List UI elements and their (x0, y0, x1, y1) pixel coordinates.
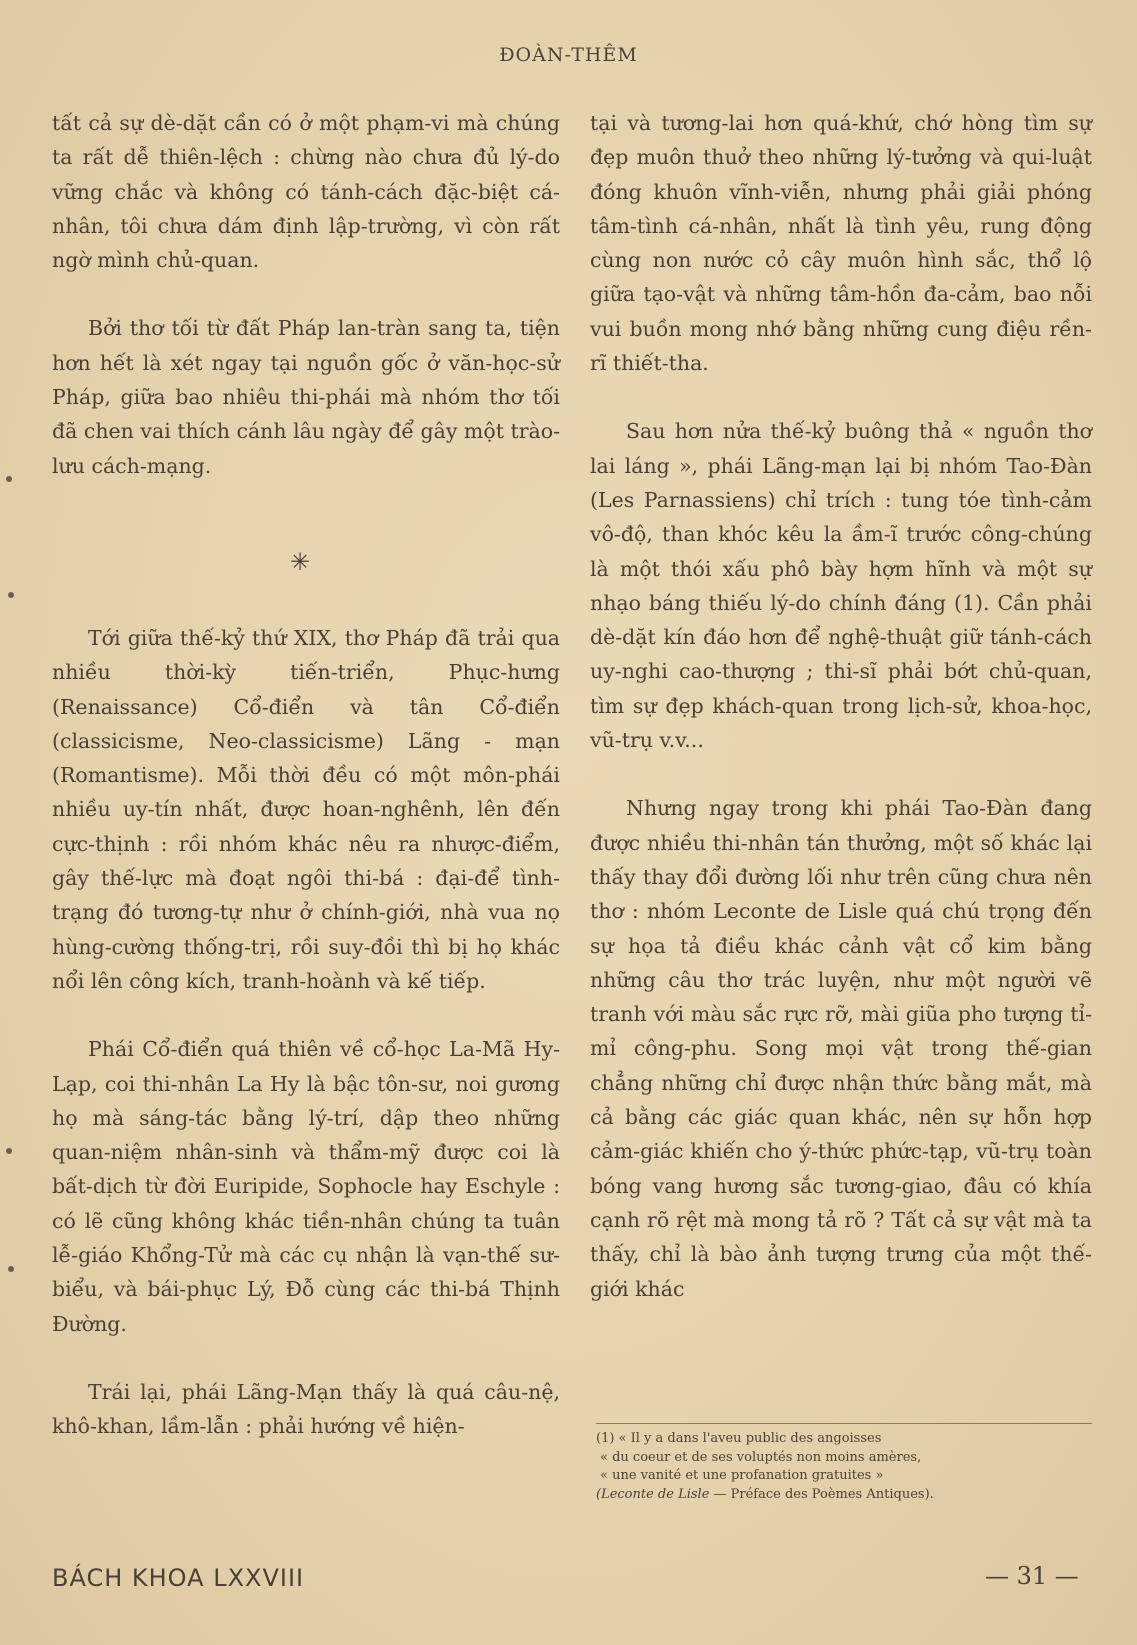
footnote-source-author: (Leconte de Lisle (596, 1486, 710, 1502)
magazine-title: BÁCH KHOA LXXVIII (52, 1564, 305, 1592)
footnote-source (596, 1486, 1092, 1505)
paragraph: tại và tương-lai hơn quá-khứ, chớ hòng tìm sự đẹp muôn thuở theo những lý-tưởng và qui-luật đóng khuôn vĩnh-viễn, nhưng phải giải phóng tâm-tình cá-nhân, nhất là tình yêu, rung động cùng non nước cỏ cây muôn hình sắc, thổ lộ giữa tạo-vật và những tâm-hồn đa-cảm, bao nỗi vui buồn mong nhớ bằng những cung điệu rền-rĩ thiết-tha. (590, 111, 1092, 376)
binding-hole (6, 1148, 12, 1154)
footnote-line: (1) « Il y a dans l'aveu public des angoisses (596, 1431, 882, 1446)
footnote-source-title: — Préface des Poèmes Antiques). (709, 1486, 934, 1502)
binding-hole (6, 476, 12, 482)
paragraph: Tới giữa thế-kỷ thứ XIX, thơ Pháp đã trải qua nhiều thời-kỳ tiến-triển, Phục-hưng (Renaissance) Cổ-điển và tân Cổ-điển (classicisme, Neo-classicisme) Lãng - mạn (Romantisme). Mỗi thời đều có một môn-phái nhiều uy-tín nhất, được hoan-nghênh, lên đến cực-thịnh : rồi nhóm khác nêu ra nhược-điểm, gây thế-lực mà đoạt ngôi thi-bá : đại-để tình-trạng đó tương-tự như ở chính-giới, nhà vua nọ hùng-cường thống-trị, rồi suy-đồi thì bị họ khác nổi lên công kích, tranh-hoành và kế tiếp. (52, 625, 560, 993)
running-header: ĐOÀN-THÊM (499, 44, 638, 66)
left-column (52, 106, 560, 1444)
paragraph: Trái lại, phái Lãng-Mạn thấy là quá câu-nệ, khô-khan, lầm-lẫn : phải hướng về hiện- (52, 1379, 560, 1439)
paragraph: Bởi thơ tối từ đất Pháp lan-tràn sang ta, tiện hơn hết là xét ngay tại nguồn gốc ở văn-học-sử Pháp, giữa bao nhiêu thi-phái mà nhóm thơ tối đã chen vai thích cánh lâu ngày để gây một trào-lưu cách-mạng. (52, 316, 560, 478)
right-column (590, 106, 1092, 1306)
paragraph: tất cả sự dè-dặt cần có ở một phạm-vi mà chúng ta rất dễ thiên-lệch : chừng nào chưa đủ lý-do vững chắc và không có tánh-cách đặc-biệt cá-nhân, tôi chưa dám định lập-trường, vì còn rất ngờ mình chủ-quan. (52, 111, 560, 273)
footnote-line: « une vanité et une profanation gratuites » (600, 1468, 884, 1483)
binding-hole (8, 1266, 14, 1272)
footnote-line: « du coeur et de ses voluptés non moins amères, (600, 1449, 922, 1465)
page-number: — 31 — (985, 1562, 1079, 1590)
paragraph: Phái Cổ-điển quá thiên về cổ-học La-Mã Hy-Lạp, coi thi-nhân La Hy là bậc tôn-sư, noi gương họ mà sáng-tác bằng lý-trí, dập theo những quan-niệm nhân-sinh và thẩm-mỹ được coi là bất-dịch từ đời Euripide, Sophocle hay Eschyle : có lẽ cũng không khác tiền-nhân chúng ta tuân lễ-giáo Khổng-Tử mà các cụ nhận là vạn-thế sư-biểu, và bái-phục Lý, Đỗ cùng các thi-bá Thịnh Đường. (52, 1037, 560, 1336)
paragraph: Sau hơn nửa thế-kỷ buông thả « nguồn thơ lai láng », phái Lãng-mạn lại bị nhóm Tao-Đàn (Les Parnassiens) chỉ trích : tung tóe tình-cảm vô-độ, than khóc kêu la ầm-ĩ trước công-chúng là một thói xấu phô bày hợm hĩnh và một sự nhạo báng thiếu lý-do chính đáng (1). Cần phải dè-dặt kín đáo hơn để nghệ-thuật giữ tánh-cách uy-nghi cao-thượng ; thi-sĩ phải bớt chủ-quan, tìm sự đẹp khách-quan trong lịch-sử, khoa-học, vũ-trụ v.v... (590, 419, 1092, 753)
section-separator-icon: ✳ (290, 548, 311, 576)
binding-hole (8, 592, 14, 598)
footnote (596, 1423, 1092, 1504)
paragraph: Nhưng ngay trong khi phái Tao-Đàn đang được nhiều thi-nhân tán thưởng, một số khác lại thấy thay đổi đường lối như trên cũng chưa nên thơ : nhóm Leconte de Lisle quá chú trọng đến sự họa tả điều khác cảnh vật cổ kim bằng những câu thơ trác luyện, như một người vẽ tranh với màu sắc rực rỡ, mài giũa pho tượng tỉ-mỉ công-phu. Song mọi vật trong thế-gian chẳng những chỉ được nhận thức bằng mắt, mà cả bằng các giác quan khác, nên sự hỗn hợp cảm-giác khiến cho ý-thức phức-tạp, vũ-trụ toàn bóng vang hương sắc tương-giao, đâu có khía cạnh rõ rệt mà mong tả rõ ? Tất cả sự vật mà ta thấy, chỉ là bào ảnh tượng trưng của một thế-giới khác (590, 796, 1092, 1301)
